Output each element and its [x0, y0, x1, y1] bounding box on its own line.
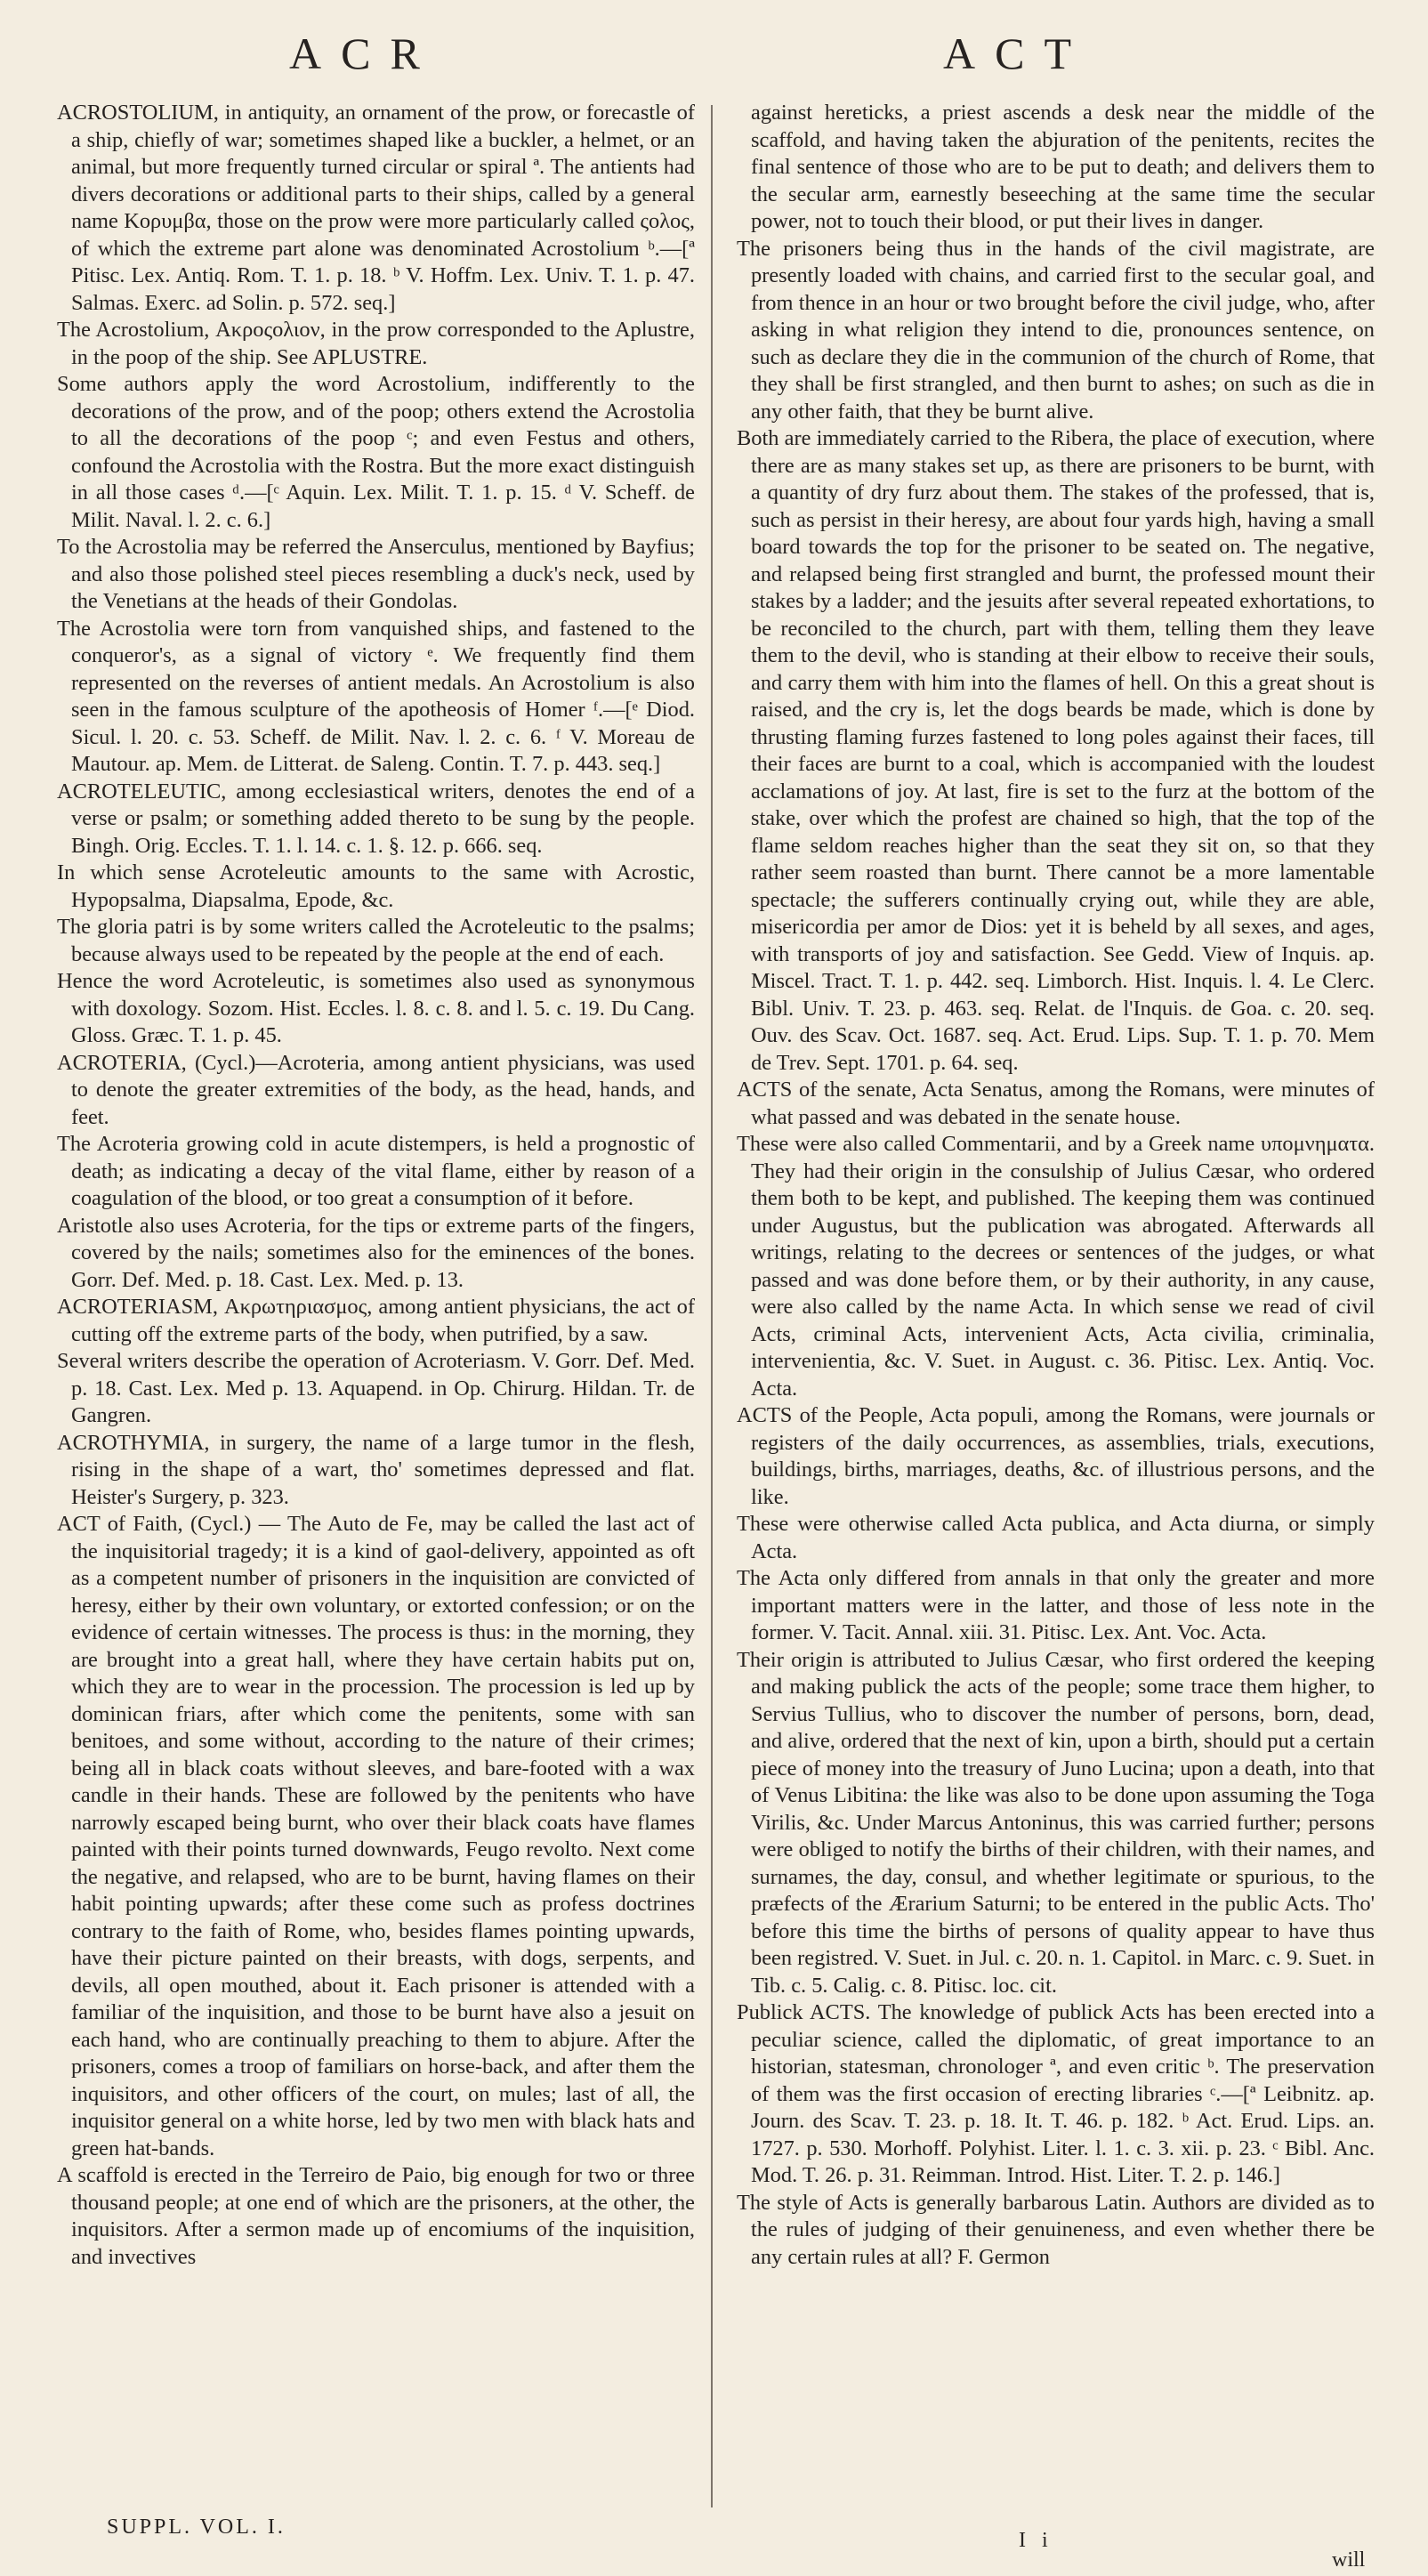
- entry-acroteriasm: ACROTERIASM, Ακρωτηριασμος, among antient physicians, the act of cutting off the extreme parts of the body, when putrified, by a saw.: [57, 1295, 695, 1346]
- paragraph: The Acrostolia were torn from vanquished ships, and fastened to the conqueror's, as a signal of victory ᵉ. We frequently find them represented on the reverses of antient medals. An Acrostolium is also seen in the famous sculpture of the apotheosis of Homer ᶠ.—[ᵉ Diod. Sicul. l. 20. c. 53. Scheff. de Milit. Nav. l. 2. c. 6. ᶠ V. Moreau de Mautour. ap. Mem. de Litterat. de Saleng. Contin. T. 7. p. 443. seq.]: [57, 616, 695, 776]
- catchword: will: [1332, 2548, 1366, 2572]
- entry-acrothymia: ACROTHYMIA, in surgery, the name of a large tumor in the flesh, rising in the shape of a wart, tho' sometimes depressed and flat. Heister's Surgery, p. 323.: [57, 1430, 695, 1509]
- paragraph: The Acrostolium, Ακροςολιον, in the prow corresponded to the Aplustre, in the poop of the ship. See APLUSTRE.: [57, 318, 695, 369]
- running-head-left: ACR: [289, 28, 440, 78]
- right-column: [737, 100, 1375, 2271]
- paragraph: To the Acrostolia may be referred the Anserculus, mentioned by Bayfius; and also those polished steel pieces resembling a duck's neck, used by the Venetians at the heads of their Gondolas.: [57, 535, 695, 613]
- entry-acroteleutic: ACROTELEUTIC, among ecclesiastical writers, denotes the end of a verse or psalm; or something added thereto to be sung by the people. Bingh. Orig. Eccles. T. 1. l. 14. c. 1. §. 12. p. 666. seq.: [57, 779, 695, 858]
- paragraph: Several writers describe the operation of Acroteriasm. V. Gorr. Def. Med. p. 18. Cast. Lex. Med p. 13. Aquapend. in Op. Chirurg. Hildan. Tr. de Gangren.: [57, 1349, 695, 1427]
- entry-acts-of-the-senate: ACTS of the senate, Acta Senatus, among the Romans, were minutes of what passed and was debated in the senate house.: [737, 1078, 1375, 1129]
- column-divider: [711, 105, 713, 2507]
- paragraph: The prisoners being thus in the hands of the civil magistrate, are presently loaded with chains, and carried first to the secular goal, and from thence in an hour or two brought before the civil judge, who, after asking in what religion they intend to die, pronounces sentence, on such as declare they die in the communion of the church of Rome, that they shall be first strangled, and then burnt to ashes; on such as die in any other faith, that they be burnt alive.: [737, 236, 1375, 424]
- paragraph: Their origin is attributed to Julius Cæsar, who first ordered the keeping and making publick the acts of the people; some trace them higher, to Servius Tullius, who to discover the number of persons, born, dead, and alive, ordered that the next of kin, upon a birth, should put a certain piece of money into the treasury of Juno Lucina; upon a death, into that of Venus Libitina: the like was also to be done upon assuming the Toga Virilis, &c. Under Marcus Antoninus, this was carried further; persons were obliged to notify the births of their children, with their names, and surnames, the day, consul, and whether legitimate or spurious, to the præfects of the Ærarium Saturni; to be entered in the public Acts. Tho' before this time the births of persons of quality appear to have thus been registred. V. Suet. in Jul. c. 20. n. 1. Capitol. in Marc. c. 9. Suet. in Tib. c. 5. Calig. c. 8. Pitisc. loc. cit.: [737, 1647, 1375, 1998]
- entry-acroteria: ACROTERIA, (Cycl.)—Acroteria, among antient physicians, was used to denote the greater extremities of the body, as the head, hands, and feet.: [57, 1050, 695, 1129]
- paragraph: The gloria patri is by some writers called the Acroteleutic to the psalms; because always used to be repeated by the people at the end of each.: [57, 915, 695, 966]
- running-head-right: ACT: [943, 28, 1091, 78]
- entry-acrostolium: ACROSTOLIUM, in antiquity, an ornament of the prow, or forecastle of a ship, chiefly of war; sometimes shaped like a buckler, a helmet, or an animal, but more frequently turned circular or spiral ª. The antients had divers decorations or additional parts to their ships, called by a general name Κορυμβα, those on the prow were more particularly called ςολος, of which the extreme part alone was denominated Acrostolium ᵇ.—[ª Pitisc. Lex. Antiq. Rom. T. 1. p. 18. ᵇ V. Hoffm. Lex. Univ. T. 1. p. 47. Salmas. Exerc. ad Solin. p. 572. seq.]: [57, 101, 695, 315]
- entry-acts-of-the-people: ACTS of the People, Acta populi, among the Romans, were journals or registers of the daily occurrences, as assemblies, trials, executions, buildings, births, marriages, deaths, &c. of illustrious persons, and the like.: [737, 1403, 1375, 1509]
- paragraph: These were otherwise called Acta publica, and Acta diurna, or simply Acta.: [737, 1512, 1375, 1563]
- paragraph: These were also called Commentarii, and by a Greek name υπομνηματα. They had their origin in the consulship of Julius Cæsar, who ordered them both to be kept, and published. The keeping them was continued under Augustus, but the publication was abrogated. Afterwards all writings, relating to the decrees or sentences of the judges, or what passed and was done before them, or by their authority, in any cause, were also called by the name Acta. In which sense we read of civil Acts, criminal Acts, intervenient Acts, Acta civilia, criminalia, intervenientia, &c. V. Suet. in August. c. 36. Pitisc. Lex. Antiq. Voc. Acta.: [737, 1132, 1375, 1401]
- signature-mark: I i: [1019, 2529, 1053, 2552]
- entry-act-of-faith: ACT of Faith, (Cycl.) — The Auto de Fe, may be called the last act of the inquisitorial tragedy; it is a kind of gaol-delivery, appointed as oft as a competent number of prisoners in the inquisition are convicted of heresy, either by their own voluntary, or extorted confession; or on the evidence of certain witnesses. The process is thus: in the morning, they are brought into a great hall, where they have certain habits put on, which they are to wear in the procession. The procession is led up by dominican friars, after which come the penitents, some with san benitoes, and some without, according to the nature of their crimes; being all in black coats without sleeves, and bare-footed with a wax candle in their hands. These are followed by the penitents who have narrowly escaped being burnt, who over their black coats have flames painted with their points turned downwards, Feugo revolto. Next come the negative, and relapsed, who are to be burnt, having flames on their habit pointing upwards; after these come such as profess doctrines contrary to the faith of Rome, who, besides flames pointing upwards, have their picture painted on their breasts, with dogs, serpents, and devils, all open mouthed, about it. Each prisoner is attended with a familiar of the inquisition, and those to be burnt have also a jesuit on each hand, who are continually preaching to them to abjure. After the prisoners, comes a troop of familiars on horse-back, and after them the inquisitors, and other officers of the court, on mules; last of all, the inquisitor general on a white horse, led by two men with black hats and green hat-bands.: [57, 1512, 695, 2160]
- paragraph: Hence the word Acroteleutic, is sometimes also used as synonymous with doxology. Sozom. Hist. Eccles. l. 8. c. 8. and l. 5. c. 19. Du Cang. Gloss. Græc. T. 1. p. 45.: [57, 969, 695, 1047]
- paragraph: Aristotle also uses Acroteria, for the tips or extreme parts of the fingers, covered by the nails; sometimes also for the eminences of the bones. Gorr. Def. Med. p. 18. Cast. Lex. Med. p. 13.: [57, 1213, 695, 1292]
- paragraph-continued: against hereticks, a priest ascends a desk near the middle of the scaffold, and having taken the abjuration of the penitents, recites the final sentence of those who are to be put to death; and delivers them to the secular arm, earnestly beseeching at the same time the secular power, not to touch their blood, or put their lives in danger.: [751, 101, 1375, 233]
- paragraph: Some authors apply the word Acrostolium, indifferently to the decorations of the prow, and of the poop; others extend the Acrostolia to all the decorations of the poop ᶜ; and even Festus and others, confound the Acrostolia with the Rostra. But the more exact distinguish in all those cases ᵈ.—[ᶜ Aquin. Lex. Milit. T. 1. p. 15. ᵈ V. Scheff. de Milit. Naval. l. 2. c. 6.]: [57, 372, 695, 532]
- paragraph: The Acroteria growing cold in acute distempers, is held a prognostic of death; as indicating a decay of the vital flame, either by reason of a coagulation of the blood, or too great a consumption of it before.: [57, 1132, 695, 1210]
- paragraph: A scaffold is erected in the Terreiro de Paio, big enough for two or three thousand people; at one end of which are the prisoners, at the other, the inquisitors. After a sermon made up of encomiums of the inquisition, and invectives: [57, 2163, 695, 2269]
- volume-line: SUPPL. VOL. I.: [107, 2515, 286, 2539]
- paragraph: In which sense Acroteleutic amounts to the same with Acrostic, Hypopsalma, Diapsalma, Epode, &c.: [57, 860, 695, 912]
- paragraph: The Acta only differed from annals in that only the greater and more important matters were in the latter, and those of less note in the former. V. Tacit. Annal. xiii. 31. Pitisc. Lex. Ant. Voc. Acta.: [737, 1566, 1375, 1644]
- entry-publick-acts: Publick ACTS. The knowledge of publick Acts has been erected into a peculiar science, called the diplomatic, of great importance to an historian, statesman, chronologer ª, and even critic ᵇ. The preservation of them was the first occasion of erecting libraries ᶜ.—[ª Leibnitz. ap. Journ. des Scav. T. 23. p. 18. It. T. 46. p. 182. ᵇ Act. Erud. Lips. an. 1727. p. 530. Morhoff. Polyhist. Liter. l. 1. c. 3. xii. p. 23. ᶜ Bibl. Anc. Mod. T. 26. p. 31. Reimman. Introd. Hist. Liter. T. 2. p. 146.]: [737, 2000, 1375, 2187]
- paragraph: Both are immediately carried to the Ribera, the place of execution, where there are as many stakes set up, as there are prisoners to be burnt, with a quantity of dry furz about them. The stakes of the professed, that is, such as persist in their heresy, are about four yards high, having a small board towards the top for the prisoner to be seated on. The negative, and relapsed being first strangled and burnt, the professed mount their stakes by a ladder; and the jesuits after several repeated exhortations, to be reconciled to the church, part with them, telling them they leave them to the devil, who is standing at their elbow to receive their souls, and carry them with him into the flames of hell. On this a great shout is raised, and the cry is, let the dogs beards be made, which is done by thrusting flaming furzes fastened to long poles against their faces, till their faces are burnt to a coal, which is accompanied with the loudest acclamations of joy. At last, fire is set to the furz at the bottom of the stake, over which the profest are chained so high, that the top of the flame seldom reaches higher than the seat they sit on, so that they rather seem roasted than burnt. There cannot be a more lamentable spectacle; the sufferers continually crying out, while they are able, misericordia per amor de Dios: yet it is beheld by all sexes, and ages, with transports of joy and satisfaction. See Gedd. View of Inquis. ap. Miscel. Tract. T. 1. p. 442. seq. Limborch. Hist. Inquis. l. 4. Le Clerc. Bibl. Univ. T. 23. p. 463. seq. Relat. de l'Inquis. de Goa. c. 20. seq. Ouv. des Scav. Oct. 1687. seq. Act. Erud. Lips. Sup. T. 1. p. 70. Mem de Trev. Sept. 1701. p. 64. seq.: [737, 426, 1375, 1075]
- paragraph: The style of Acts is generally barbarous Latin. Authors are divided as to the rules of judging of their genuineness, and even whether there be any certain rules at all? F. Germon: [737, 2190, 1375, 2269]
- left-column: [57, 100, 695, 2271]
